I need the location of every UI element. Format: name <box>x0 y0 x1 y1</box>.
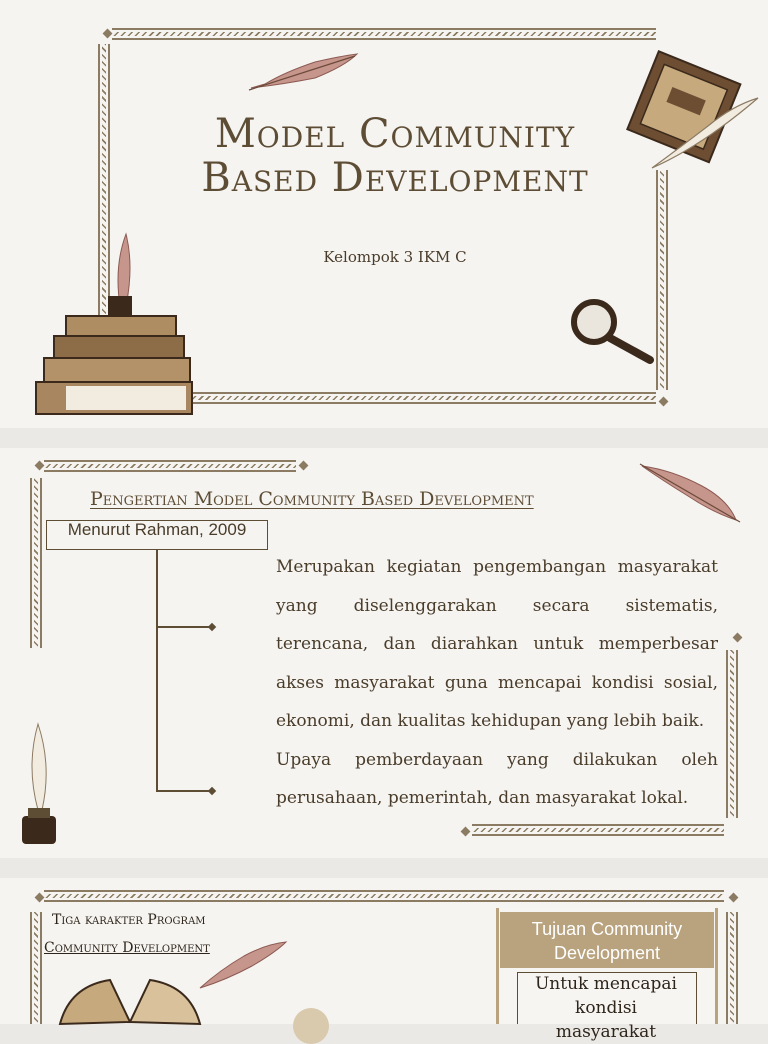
ornament-right <box>726 650 738 818</box>
ornament-right <box>656 170 668 390</box>
list-item-text: Merupakan kegiatan pengembangan masyarakat yang diselenggarakan secara sistematis, terencana, dan diarahkan untuk memperbesar akses masyarakat guna mencapai kondisi sosial, ekonomi, dan kualitas kehidupan yang lebih baik. <box>276 557 718 731</box>
ornament-left <box>30 478 42 648</box>
ornament-bottom <box>472 824 724 836</box>
open-book-icon <box>50 972 210 1024</box>
section-heading: Community Development <box>44 940 210 956</box>
definition-list <box>250 548 718 818</box>
goal-text: Untuk mencapai kondisi masyarakat <box>534 974 677 1042</box>
quill-icon <box>245 48 365 96</box>
section-heading: Tiga karakter Program <box>52 912 206 928</box>
list-item <box>250 741 718 818</box>
connector-branch <box>156 790 212 792</box>
source-box: Menurut Rahman, 2009 <box>46 520 268 550</box>
page-title: Model Community Based Development <box>201 111 589 201</box>
ornament-top <box>44 460 296 472</box>
books-stack-icon <box>30 226 200 426</box>
list-item-text: Upaya pemberdayaan yang dilakukan oleh perusahaan, pemerintah, dan masyarakat lokal. <box>276 749 718 808</box>
ornament-circle <box>288 1004 334 1024</box>
section-title: Pengertian Model Community Based Development <box>90 488 534 510</box>
connector-line <box>156 550 158 790</box>
ornament-left <box>30 912 42 1024</box>
quill-icon <box>196 936 292 994</box>
ornament-right <box>726 912 738 1024</box>
list-item <box>250 548 718 741</box>
connector-branch <box>156 626 212 628</box>
ornament-top <box>44 890 724 902</box>
goal-title: Tujuan Community Development <box>500 912 714 968</box>
page-subtitle: Kelompok 3 IKM C <box>323 248 467 266</box>
inkwell-icon <box>12 716 64 856</box>
magnifier-icon <box>566 292 656 372</box>
quill-icon <box>632 456 748 528</box>
ornament-top <box>112 28 656 40</box>
